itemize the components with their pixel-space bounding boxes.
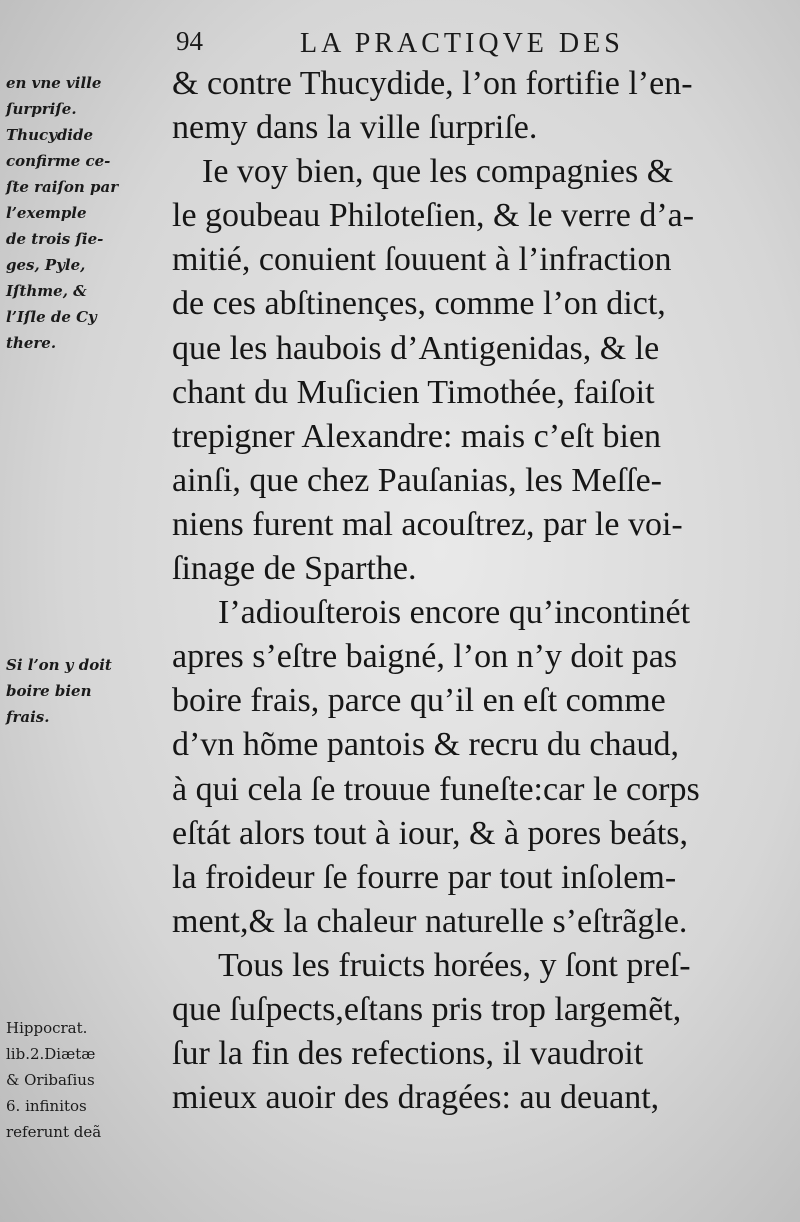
margin-note-line: ſte raiſon par xyxy=(6,178,119,196)
body-line: le goubeau Philoteſien, & le verre d’a- xyxy=(172,197,695,235)
margin-note-line: confirme ce- xyxy=(6,152,111,170)
margin-note-line: Hippocrat. xyxy=(6,1019,88,1037)
body-text xyxy=(172,62,790,1120)
margin-note-line: boire bien xyxy=(6,682,92,700)
margin-note-line: en vne ville xyxy=(6,74,102,92)
page-header xyxy=(172,22,770,62)
body-line: nemy dans la ville ſurpriſe. xyxy=(172,109,538,147)
body-line: mieux auoir des dragées: au deuant, xyxy=(172,1079,660,1117)
body-line: I’adiouſterois encore qu’incontinét xyxy=(218,594,691,632)
page-number: 94 xyxy=(176,26,203,56)
margin-note-line: Iſthme, & xyxy=(6,282,87,300)
body-line: ſinage de Sparthe. xyxy=(172,550,417,588)
body-line: Tous les fruicts horées, y ſont preſ- xyxy=(218,946,691,984)
margin-note-citation xyxy=(6,1015,101,1145)
body-line: mitié, conuient ſouuent à l’infraction xyxy=(172,241,672,279)
body-line: & contre Thucydide, l’on fortifie l’en- xyxy=(172,65,693,102)
margin-note-line: Si l’on y doit xyxy=(6,656,112,674)
body-line: de ces abſtinençes, comme l’on dict, xyxy=(172,285,666,323)
margin-note-siege xyxy=(6,70,118,356)
body-line: ſur la fin des refections, il vaudroit xyxy=(172,1035,644,1073)
margin-note-line: l’Iſle de Cy xyxy=(6,308,97,326)
margin-note-drinking xyxy=(6,652,112,730)
running-head: LA PRACTIQVE DES xyxy=(300,28,624,59)
body-line: ainſi, que chez Pauſanias, les Meſſe- xyxy=(172,461,662,499)
margin-note-line: lib.2.Diætæ xyxy=(6,1045,96,1063)
body-line: boire frais, parce qu’il en eſt comme xyxy=(172,682,666,720)
margin-note-line: Thucydide xyxy=(6,126,94,144)
margin-note-line: frais. xyxy=(6,708,50,726)
margin-note-line: & Oribaſius xyxy=(6,1071,95,1089)
margin-note-line: l’exemple xyxy=(6,204,87,222)
body-line: eſtát alors tout à iour, & à pores beáts, xyxy=(172,814,689,852)
body-line: Ie voy bien, que les compagnies & xyxy=(202,153,674,191)
body-line: que ſuſpects,eſtans pris trop largemẽt, xyxy=(172,990,682,1028)
body-line: apres s’eſtre baigné, l’on n’y doit pas xyxy=(172,638,678,676)
body-line: que les haubois d’Antigenidas, & le xyxy=(172,329,660,367)
body-line: à qui cela ſe trouue funeſte:car le corps xyxy=(172,770,700,808)
body-line: d’vn hõme pantois & recru du chaud, xyxy=(172,726,680,764)
margin-note-line: 6. infinitos xyxy=(6,1097,87,1115)
margin-note-line: ges, Pyle, xyxy=(6,256,86,274)
body-line: trepigner Alexandre: mais c’eſt bien xyxy=(172,417,662,455)
margin-note-line: referunt deã xyxy=(6,1123,102,1141)
margin-note-line: there. xyxy=(6,334,57,352)
body-line: niens furent mal acouſtrez, par le voi- xyxy=(172,505,683,543)
margin-note-line: de trois ſie- xyxy=(6,230,104,248)
body-line: ment,& la chaleur naturelle s’eſtrãgle. xyxy=(172,902,688,940)
margin-note-line: ſurpriſe. xyxy=(6,100,77,118)
body-line: la froideur ſe fourre par tout inſolem- xyxy=(172,858,677,896)
body-line: chant du Muſicien Timothée, faiſoit xyxy=(172,373,655,411)
